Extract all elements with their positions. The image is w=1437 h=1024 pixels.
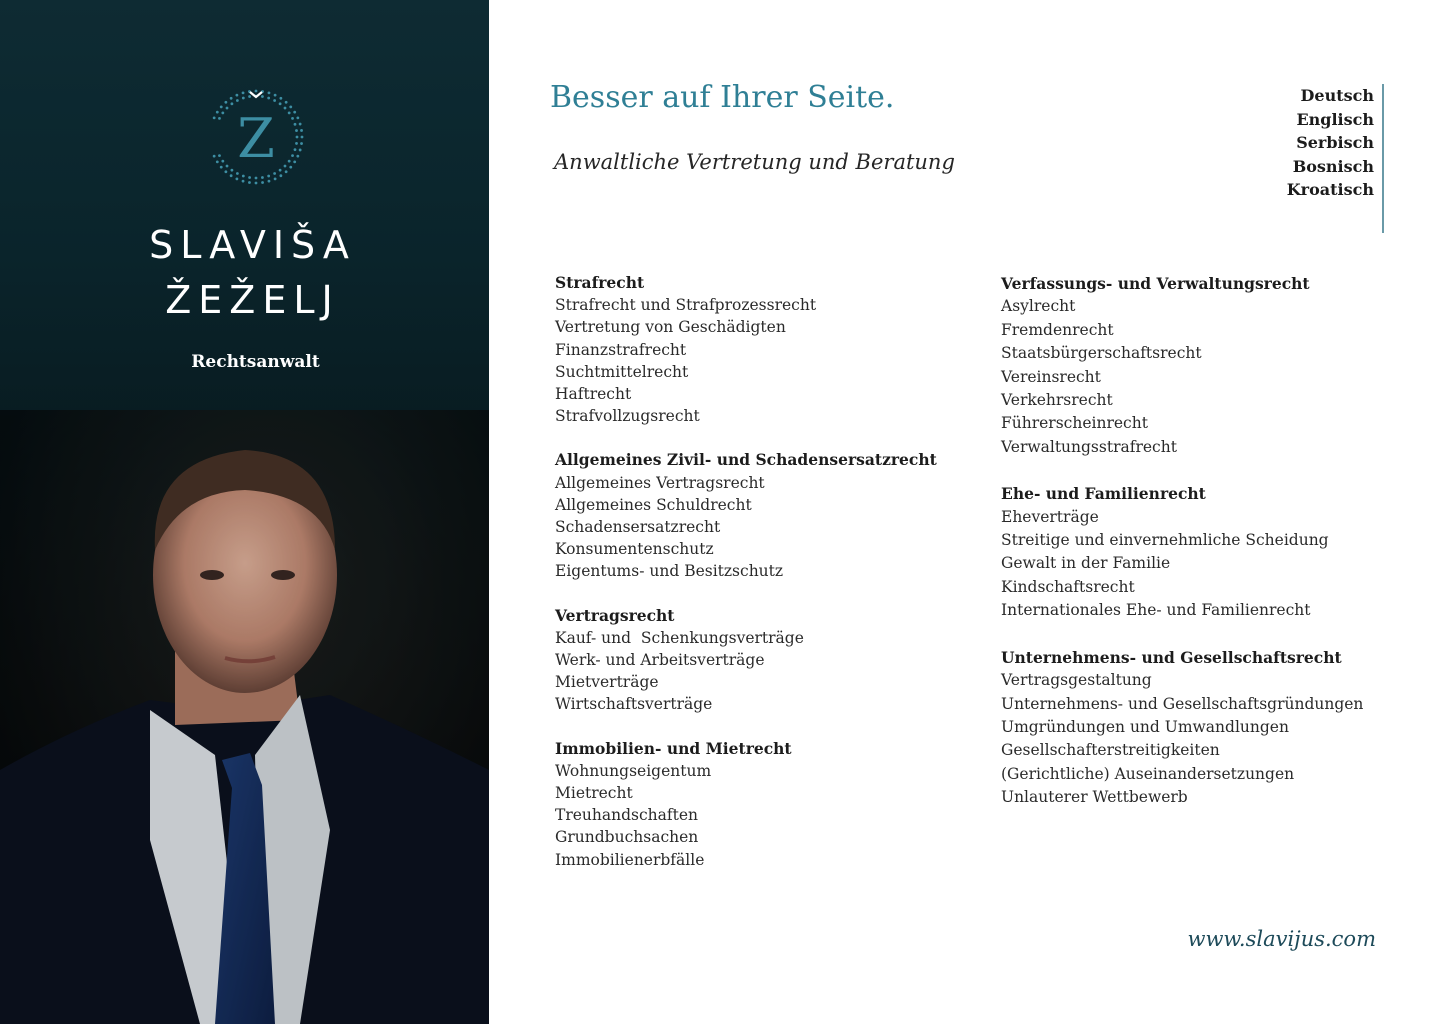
logo-dot bbox=[224, 170, 227, 173]
logo-dot bbox=[261, 95, 264, 98]
section-title: Vertragsrecht bbox=[555, 605, 675, 625]
logo-dot bbox=[273, 99, 276, 102]
language-item: Englisch bbox=[1296, 109, 1374, 129]
section-familienrecht bbox=[1001, 482, 1401, 622]
logo-caron-icon bbox=[250, 92, 262, 97]
language-item: Kroatisch bbox=[1286, 180, 1374, 199]
section-item: Gewalt in der Familie bbox=[1001, 554, 1171, 573]
logo-dot bbox=[231, 102, 234, 105]
logo-dot bbox=[248, 176, 251, 179]
headline: Besser auf Ihrer Seite. bbox=[550, 80, 895, 115]
section-item: Gesellschafterstreitigkeiten bbox=[1001, 741, 1220, 760]
logo-dot bbox=[268, 91, 271, 94]
lawyer-portrait bbox=[0, 410, 489, 1024]
section-title: Allgemeines Zivil- und Schadensersatzrecht bbox=[555, 450, 937, 470]
section-zivilrecht bbox=[555, 449, 965, 582]
logo-dot bbox=[213, 155, 216, 158]
section-item: Mietrecht bbox=[555, 784, 633, 803]
logo-dot bbox=[279, 102, 282, 105]
section-item: Finanzstrafrecht bbox=[555, 340, 687, 359]
logo-dot bbox=[248, 95, 251, 98]
logo-dot bbox=[288, 160, 291, 163]
language-item: Serbisch bbox=[1296, 133, 1374, 152]
logo-dot bbox=[294, 123, 297, 126]
logo-dot bbox=[235, 94, 238, 97]
section-item: Haftrecht bbox=[555, 385, 632, 404]
section-item: Konsumentenschutz bbox=[555, 540, 714, 559]
logo-dot bbox=[255, 90, 258, 93]
logo-dot bbox=[221, 112, 224, 115]
section-item: Allgemeines Schuldrecht bbox=[555, 495, 752, 514]
logo-emblem bbox=[205, 86, 307, 188]
section-title: Ehe- und Familienrecht bbox=[1001, 484, 1206, 504]
subheadline: Anwaltliche Vertretung und Beratung bbox=[554, 150, 955, 174]
logo-dot bbox=[295, 142, 298, 145]
section-item: Staatsbürgerschaftsrecht bbox=[1001, 344, 1202, 363]
section-item: Strafrecht und Strafprozessrecht bbox=[555, 296, 817, 315]
section-item: Werk- und Arbeitsverträge bbox=[555, 651, 765, 670]
logo-dot bbox=[295, 129, 298, 132]
logo-dot bbox=[274, 177, 277, 180]
section-item: Eigentums- und Besitzschutz bbox=[555, 562, 784, 581]
section-item: Asylrecht bbox=[1001, 297, 1076, 316]
logo-dot bbox=[242, 175, 245, 178]
logo-dot bbox=[226, 165, 229, 168]
logo-dot bbox=[255, 182, 258, 185]
section-item: Eheverträge bbox=[1001, 507, 1099, 526]
section-item: Grundbuchsachen bbox=[555, 828, 699, 847]
logo-dot bbox=[279, 97, 282, 100]
logo-dot bbox=[221, 160, 224, 163]
logo-dot bbox=[268, 180, 271, 183]
name-first: SLAVIŠA bbox=[149, 223, 356, 267]
logo-dot bbox=[301, 136, 304, 139]
section-gesellschaftsrecht bbox=[1001, 646, 1401, 810]
logo-dot bbox=[218, 154, 221, 157]
logo-dot bbox=[289, 105, 292, 108]
logo-dot bbox=[293, 160, 296, 163]
section-item: Wirtschaftsverträge bbox=[555, 695, 713, 714]
logo-dot bbox=[285, 101, 288, 104]
logo-dot bbox=[220, 105, 223, 108]
section-item: Internationales Ehe- und Familienrecht bbox=[1001, 601, 1311, 620]
logo-dot bbox=[230, 97, 233, 100]
logo-dot bbox=[218, 117, 221, 120]
logo-dot bbox=[300, 142, 303, 145]
logo-letter: Z bbox=[237, 107, 275, 170]
section-item: Schadensersatzrecht bbox=[555, 518, 721, 537]
logo-dot bbox=[273, 172, 276, 175]
section-verwaltungsrecht bbox=[1001, 272, 1401, 459]
job-title: Rechtsanwalt bbox=[191, 352, 320, 372]
section-vertragsrecht bbox=[555, 605, 965, 716]
section-item: Umgründungen und Umwandlungen bbox=[1001, 717, 1289, 736]
logo-dot bbox=[255, 177, 258, 180]
section-item: Fremdenrecht bbox=[1001, 320, 1114, 339]
logo-dot bbox=[242, 97, 245, 100]
logo-dot bbox=[235, 177, 238, 180]
logo-dot bbox=[279, 174, 282, 177]
section-title: Verfassungs- und Verwaltungsrecht bbox=[1001, 274, 1310, 293]
logo-dot bbox=[248, 181, 251, 184]
section-item: Führerscheinrecht bbox=[1001, 414, 1148, 433]
section-item: Vertretung von Geschädigten bbox=[555, 318, 786, 337]
logo-dot bbox=[242, 91, 245, 94]
section-item: Kauf- und Schenkungsverträge bbox=[555, 628, 804, 647]
language-item: Bosnisch bbox=[1292, 156, 1374, 176]
logo-dot bbox=[296, 116, 299, 119]
logo-dot bbox=[296, 136, 299, 139]
logo-dot bbox=[274, 94, 277, 97]
section-item: Strafvollzugsrecht bbox=[555, 407, 700, 426]
logo-dot bbox=[224, 101, 227, 104]
section-item: Streitige und einvernehmliche Scheidung bbox=[1001, 531, 1329, 550]
logo-dot bbox=[299, 123, 302, 126]
logo-dot bbox=[300, 129, 303, 132]
logo-dot bbox=[236, 172, 239, 175]
language-list bbox=[1287, 84, 1384, 233]
section-item: Allgemeines Vertragsrecht bbox=[555, 473, 765, 492]
logo-dot bbox=[216, 111, 219, 114]
section-immobilienrecht bbox=[555, 738, 965, 871]
logo-dot bbox=[267, 97, 270, 100]
section-item: Treuhandschaften bbox=[555, 806, 699, 825]
logo-dot bbox=[288, 112, 291, 115]
section-item: Unlauterer Wettbewerb bbox=[1001, 788, 1188, 807]
logo-dot bbox=[230, 174, 233, 177]
logo-dot bbox=[261, 176, 264, 179]
section-title: Strafrecht bbox=[555, 273, 645, 292]
section-item: Kindschaftsrecht bbox=[1001, 577, 1135, 596]
section-item: Suchtmittelrecht bbox=[555, 362, 689, 381]
logo-dot bbox=[236, 99, 239, 102]
section-item: Vereinsrecht bbox=[1001, 367, 1101, 386]
logo-dot bbox=[242, 180, 245, 183]
logo-dot bbox=[289, 166, 292, 169]
logo-dot bbox=[284, 107, 287, 110]
logo-dot bbox=[267, 175, 270, 178]
section-item: Vertragsgestaltung bbox=[1001, 671, 1152, 690]
logo-dot bbox=[299, 149, 302, 152]
name-last: ŽEŽELJ bbox=[165, 278, 340, 322]
section-item: Immobilienerbfälle bbox=[555, 850, 705, 869]
brand-panel bbox=[0, 0, 489, 1024]
logo-dot bbox=[261, 181, 264, 184]
logo-dot bbox=[220, 166, 223, 169]
language-item: Deutsch bbox=[1300, 86, 1374, 105]
logo-dot bbox=[291, 117, 294, 120]
practice-areas-left bbox=[555, 272, 965, 893]
section-title: Unternehmens- und Gesellschaftsrecht bbox=[1001, 647, 1342, 667]
logo-dot bbox=[226, 107, 229, 110]
practice-areas-right bbox=[1001, 272, 1401, 833]
logo-dot bbox=[294, 148, 297, 151]
website-link[interactable]: www.slavijus.com bbox=[1187, 927, 1376, 951]
logo-dot bbox=[291, 154, 294, 157]
section-item: (Gerichtliche) Auseinandersetzungen bbox=[1001, 764, 1295, 783]
section-item: Unternehmens- und Gesellschaftsgründungen bbox=[1001, 694, 1364, 713]
logo-dot bbox=[285, 170, 288, 173]
section-item: Wohnungseigentum bbox=[555, 761, 712, 780]
logo-dot bbox=[296, 155, 299, 158]
logo-dot bbox=[213, 116, 216, 119]
logo-dot bbox=[216, 160, 219, 163]
logo-dot bbox=[293, 111, 296, 114]
section-title: Immobilien- und Mietrecht bbox=[555, 738, 792, 758]
section-item: Verkehrsrecht bbox=[1001, 391, 1113, 410]
logo-dot bbox=[231, 169, 234, 172]
section-item: Mietverträge bbox=[555, 673, 659, 692]
logo-dot bbox=[279, 169, 282, 172]
section-strafrecht bbox=[555, 272, 965, 427]
logo-dot bbox=[284, 165, 287, 168]
section-item: Verwaltungsstrafrecht bbox=[1001, 437, 1177, 456]
